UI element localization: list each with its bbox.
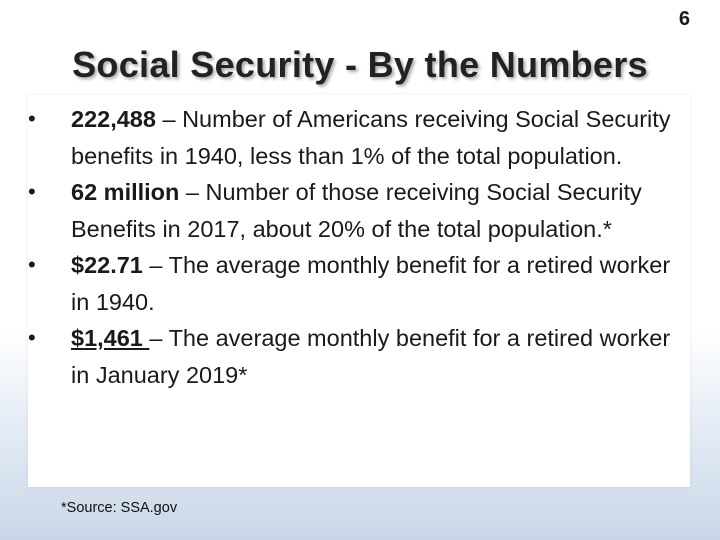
bullet-lead: $1,461: [71, 325, 150, 351]
bullet-lead: 62 million: [71, 179, 180, 205]
bullet-lead: 222,488: [71, 106, 156, 132]
bullet-text: – Number of Americans receiving Social Security benefits in 1940, less than 1% of the total population.: [71, 106, 671, 169]
bullet-item-2017-recipients: [28, 174, 690, 247]
bullet-item-2019-benefit: [28, 320, 690, 393]
bullet-icon: •: [28, 106, 36, 131]
slide-number: 6: [678, 8, 690, 30]
bullet-text: – The average monthly benefit for a retired worker in January 2019*: [71, 325, 671, 388]
bullet-lead: $22.71: [71, 252, 143, 278]
bullet-text: – The average monthly benefit for a retired worker in 1940.: [71, 252, 671, 315]
bullet-item-1940-benefit: [28, 247, 690, 320]
bullet-icon: •: [28, 179, 36, 204]
bullet-icon: •: [28, 252, 36, 277]
source-footnote: *Source: SSA.gov: [61, 500, 178, 516]
content-box: [28, 95, 690, 487]
bullet-icon: •: [28, 325, 36, 350]
bullet-list: [28, 101, 690, 393]
bullet-text: – Number of those receiving Social Security Benefits in 2017, about 20% of the total population.*: [71, 179, 642, 242]
bullet-item-1940-recipients: [28, 101, 690, 174]
slide-title: Social Security - By the Numbers: [72, 44, 648, 85]
